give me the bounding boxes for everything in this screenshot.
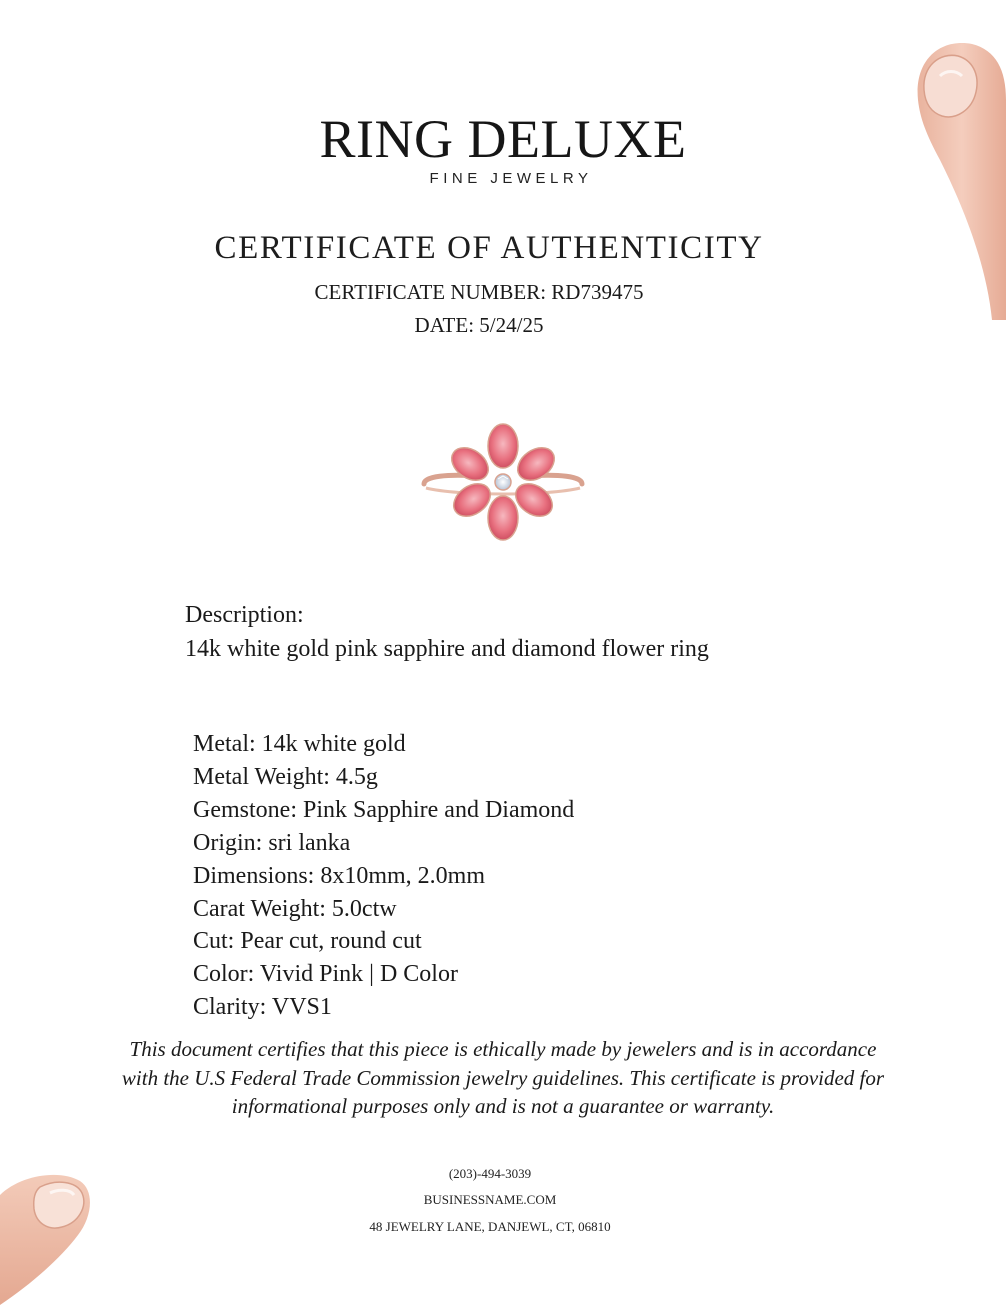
disclaimer-text: This document certifies that this piece is ethically made by jewelers and is in accordance with the U.S Federal Trade Commission jewelry guidelines. This certificate is provided for informational purposes only and is not a guarantee or warranty. xyxy=(121,1037,885,1118)
thumb-bottom-left-icon xyxy=(0,1165,95,1305)
specs-list xyxy=(193,728,574,1024)
spec-metal-weight: Metal Weight: 4.5g xyxy=(193,763,378,790)
spec-cut: Cut: Pear cut, round cut xyxy=(193,928,422,955)
contact-address: 48 JEWELRY LANE, DANJEWL, CT, 06810 xyxy=(369,1219,611,1234)
certificate-title: CERTIFICATE OF AUTHENTICITY xyxy=(214,230,764,266)
spec-color: Color: Vivid Pink | D Color xyxy=(193,961,458,988)
certificate-date: DATE: 5/24/25 xyxy=(414,313,544,337)
description-label: Description: xyxy=(185,602,304,628)
brand-name: RING DELUXE xyxy=(319,109,687,169)
spec-metal: Metal: 14k white gold xyxy=(193,731,406,757)
description-text: 14k white gold pink sapphire and diamond flower ring xyxy=(185,636,709,662)
spec-origin: Origin: sri lanka xyxy=(193,829,351,856)
brand-tagline: FINE JEWELRY xyxy=(429,170,593,187)
certificate-number: CERTIFICATE NUMBER: RD739475 xyxy=(314,280,644,304)
contact-website: BUSINESSNAME.COM xyxy=(423,1192,557,1207)
contact-phone: (203)-494-3039 xyxy=(448,1166,532,1181)
spec-gemstone: Gemstone: Pink Sapphire and Diamond xyxy=(193,796,575,823)
flower-ring-image xyxy=(418,418,588,546)
spec-carat-weight: Carat Weight: 5.0ctw xyxy=(193,895,397,922)
spec-dimensions: Dimensions: 8x10mm, 2.0mm xyxy=(193,862,486,889)
spec-clarity: Clarity: VVS1 xyxy=(193,994,332,1021)
description-section xyxy=(185,598,709,666)
